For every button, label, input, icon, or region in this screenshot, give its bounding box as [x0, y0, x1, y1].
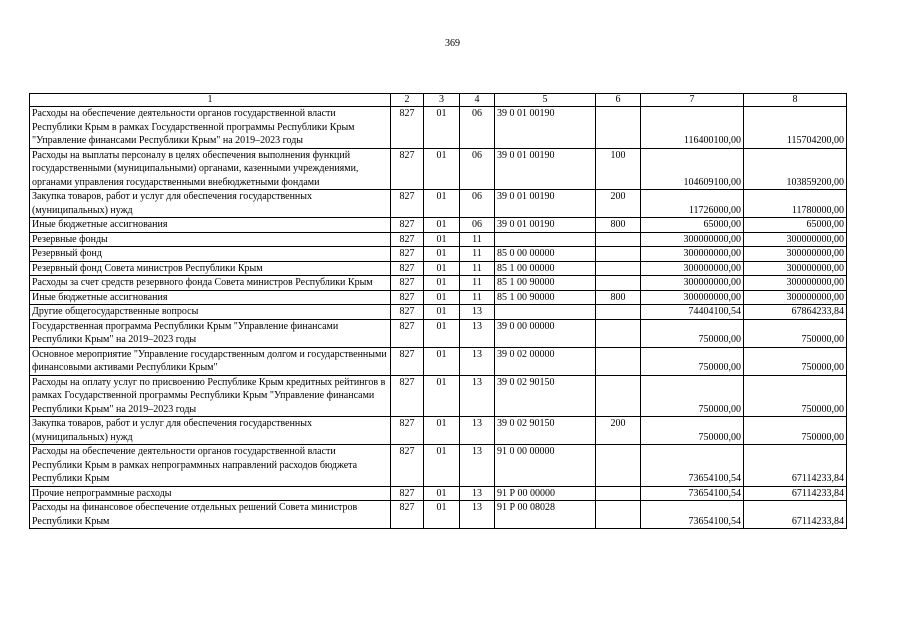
table-row — [30, 417, 847, 445]
target-article-cell: 39 0 01 00190 — [495, 107, 596, 149]
subsection-code-cell: 06 — [460, 190, 495, 218]
expense-type-cell — [596, 247, 641, 262]
ministry-code-cell: 827 — [391, 347, 424, 375]
expense-type-cell — [596, 445, 641, 487]
ministry-code-cell: 827 — [391, 305, 424, 320]
section-code-cell: 01 — [424, 290, 460, 305]
ministry-code-cell: 827 — [391, 276, 424, 291]
section-code-cell: 01 — [424, 247, 460, 262]
amount-col7-cell: 750000,00 — [641, 347, 744, 375]
target-article-cell: 39 0 02 90150 — [495, 375, 596, 417]
table-row — [30, 247, 847, 262]
row-name-cell: Расходы на оплату услуг по присвоению Республике Крым кредитных рейтингов в рамках Государственной программы Республики Крым "Управление финансами Республики Крым" на 2019–2023 годы — [30, 375, 391, 417]
target-article-cell: 85 1 00 90000 — [495, 290, 596, 305]
row-name-cell: Основное мероприятие "Управление государственным долгом и государственными финансовыми активами Республики Крым" — [30, 347, 391, 375]
header-cell: 2 — [391, 94, 424, 107]
row-name-cell: Резервные фонды — [30, 232, 391, 247]
target-article-cell: 39 0 00 00000 — [495, 319, 596, 347]
subsection-code-cell: 13 — [460, 445, 495, 487]
amount-col7-cell: 300000000,00 — [641, 232, 744, 247]
row-name-cell: Расходы за счет средств резервного фонда Совета министров Республики Крым — [30, 276, 391, 291]
header-cell: 6 — [596, 94, 641, 107]
section-code-cell: 01 — [424, 417, 460, 445]
amount-col8-cell: 67114233,84 — [744, 445, 847, 487]
ministry-code-cell: 827 — [391, 290, 424, 305]
amount-col7-cell: 750000,00 — [641, 375, 744, 417]
target-article-cell: 91 0 00 00000 — [495, 445, 596, 487]
budget-table — [29, 93, 847, 529]
table-row — [30, 501, 847, 529]
table-body — [30, 107, 847, 529]
table-row — [30, 445, 847, 487]
table-row — [30, 148, 847, 190]
header-cell: 1 — [30, 94, 391, 107]
expense-type-cell — [596, 319, 641, 347]
subsection-code-cell: 06 — [460, 107, 495, 149]
table-row — [30, 486, 847, 501]
table-row — [30, 305, 847, 320]
table-row — [30, 232, 847, 247]
amount-col8-cell: 65000,00 — [744, 218, 847, 233]
target-article-cell: 39 0 02 00000 — [495, 347, 596, 375]
ministry-code-cell: 827 — [391, 375, 424, 417]
subsection-code-cell: 06 — [460, 218, 495, 233]
table-row — [30, 375, 847, 417]
table-row — [30, 261, 847, 276]
row-name-cell: Государственная программа Республики Крым "Управление финансами Республики Крым" на 2019–2023 годы — [30, 319, 391, 347]
row-name-cell: Другие общегосударственные вопросы — [30, 305, 391, 320]
row-name-cell: Иные бюджетные ассигнования — [30, 218, 391, 233]
expense-type-cell — [596, 305, 641, 320]
subsection-code-cell: 11 — [460, 232, 495, 247]
table-row — [30, 276, 847, 291]
expense-type-cell: 100 — [596, 148, 641, 190]
expense-type-cell — [596, 261, 641, 276]
section-code-cell: 01 — [424, 190, 460, 218]
row-name-cell: Закупка товаров, работ и услуг для обеспечения государственных (муниципальных) нужд — [30, 417, 391, 445]
amount-col8-cell: 67114233,84 — [744, 486, 847, 501]
amount-col7-cell: 74404100,54 — [641, 305, 744, 320]
expense-type-cell — [596, 276, 641, 291]
subsection-code-cell: 13 — [460, 501, 495, 529]
subsection-code-cell: 11 — [460, 290, 495, 305]
amount-col7-cell: 300000000,00 — [641, 261, 744, 276]
amount-col7-cell: 750000,00 — [641, 417, 744, 445]
expense-type-cell: 200 — [596, 190, 641, 218]
section-code-cell: 01 — [424, 319, 460, 347]
expense-type-cell — [596, 486, 641, 501]
expense-type-cell — [596, 347, 641, 375]
amount-col8-cell: 67114233,84 — [744, 501, 847, 529]
amount-col7-cell: 104609100,00 — [641, 148, 744, 190]
amount-col7-cell: 73654100,54 — [641, 486, 744, 501]
ministry-code-cell: 827 — [391, 247, 424, 262]
header-cell: 5 — [495, 94, 596, 107]
amount-col8-cell: 300000000,00 — [744, 232, 847, 247]
ministry-code-cell: 827 — [391, 319, 424, 347]
section-code-cell: 01 — [424, 107, 460, 149]
amount-col7-cell: 73654100,54 — [641, 445, 744, 487]
section-code-cell: 01 — [424, 148, 460, 190]
subsection-code-cell: 13 — [460, 486, 495, 501]
amount-col8-cell: 300000000,00 — [744, 261, 847, 276]
amount-col7-cell: 11726000,00 — [641, 190, 744, 218]
ministry-code-cell: 827 — [391, 261, 424, 276]
table-row — [30, 107, 847, 149]
ministry-code-cell: 827 — [391, 445, 424, 487]
expense-type-cell — [596, 375, 641, 417]
subsection-code-cell: 13 — [460, 305, 495, 320]
table-row — [30, 290, 847, 305]
subsection-code-cell: 11 — [460, 261, 495, 276]
amount-col8-cell: 300000000,00 — [744, 276, 847, 291]
subsection-code-cell: 11 — [460, 247, 495, 262]
row-name-cell: Закупка товаров, работ и услуг для обеспечения государственных (муниципальных) нужд — [30, 190, 391, 218]
amount-col8-cell: 300000000,00 — [744, 290, 847, 305]
target-article-cell — [495, 305, 596, 320]
row-name-cell: Резервный фонд — [30, 247, 391, 262]
expense-type-cell — [596, 501, 641, 529]
section-code-cell: 01 — [424, 347, 460, 375]
header-cell: 8 — [744, 94, 847, 107]
section-code-cell: 01 — [424, 501, 460, 529]
target-article-cell — [495, 232, 596, 247]
target-article-cell: 85 0 00 00000 — [495, 247, 596, 262]
amount-col7-cell: 300000000,00 — [641, 290, 744, 305]
expense-type-cell — [596, 232, 641, 247]
subsection-code-cell: 13 — [460, 375, 495, 417]
amount-col8-cell: 750000,00 — [744, 375, 847, 417]
row-name-cell: Расходы на финансовое обеспечение отдельных решений Совета министров Республики Крым — [30, 501, 391, 529]
expense-type-cell — [596, 107, 641, 149]
subsection-code-cell: 06 — [460, 148, 495, 190]
expense-type-cell: 800 — [596, 290, 641, 305]
amount-col7-cell: 750000,00 — [641, 319, 744, 347]
target-article-cell: 39 0 01 00190 — [495, 148, 596, 190]
amount-col7-cell: 300000000,00 — [641, 276, 744, 291]
amount-col8-cell: 750000,00 — [744, 417, 847, 445]
target-article-cell: 91 Р 00 08028 — [495, 501, 596, 529]
expense-type-cell: 800 — [596, 218, 641, 233]
section-code-cell: 01 — [424, 276, 460, 291]
amount-col8-cell: 103859200,00 — [744, 148, 847, 190]
section-code-cell: 01 — [424, 375, 460, 417]
ministry-code-cell: 827 — [391, 486, 424, 501]
section-code-cell: 01 — [424, 305, 460, 320]
table-row — [30, 347, 847, 375]
ministry-code-cell: 827 — [391, 148, 424, 190]
amount-col8-cell: 750000,00 — [744, 347, 847, 375]
section-code-cell: 01 — [424, 445, 460, 487]
subsection-code-cell: 13 — [460, 417, 495, 445]
section-code-cell: 01 — [424, 486, 460, 501]
ministry-code-cell: 827 — [391, 232, 424, 247]
header-cell: 4 — [460, 94, 495, 107]
target-article-cell: 91 Р 00 00000 — [495, 486, 596, 501]
target-article-cell: 39 0 01 00190 — [495, 218, 596, 233]
target-article-cell: 39 0 01 00190 — [495, 190, 596, 218]
row-name-cell: Иные бюджетные ассигнования — [30, 290, 391, 305]
amount-col7-cell: 65000,00 — [641, 218, 744, 233]
amount-col8-cell: 750000,00 — [744, 319, 847, 347]
subsection-code-cell: 13 — [460, 347, 495, 375]
target-article-cell: 85 1 00 00000 — [495, 261, 596, 276]
ministry-code-cell: 827 — [391, 190, 424, 218]
table-row — [30, 190, 847, 218]
ministry-code-cell: 827 — [391, 107, 424, 149]
amount-col8-cell: 11780000,00 — [744, 190, 847, 218]
row-name-cell: Резервный фонд Совета министров Республики Крым — [30, 261, 391, 276]
header-row — [30, 94, 847, 107]
amount-col8-cell: 67864233,84 — [744, 305, 847, 320]
ministry-code-cell: 827 — [391, 501, 424, 529]
header-cell: 3 — [424, 94, 460, 107]
target-article-cell: 85 1 00 90000 — [495, 276, 596, 291]
amount-col8-cell: 300000000,00 — [744, 247, 847, 262]
section-code-cell: 01 — [424, 218, 460, 233]
amount-col7-cell: 73654100,54 — [641, 501, 744, 529]
table-row — [30, 319, 847, 347]
ministry-code-cell: 827 — [391, 417, 424, 445]
expense-type-cell: 200 — [596, 417, 641, 445]
section-code-cell: 01 — [424, 232, 460, 247]
subsection-code-cell: 13 — [460, 319, 495, 347]
amount-col7-cell: 300000000,00 — [641, 247, 744, 262]
row-name-cell: Расходы на обеспечение деятельности органов государственной власти Республики Крым в рамках непрограммных направлений расходов бюджета Республики Крым — [30, 445, 391, 487]
subsection-code-cell: 11 — [460, 276, 495, 291]
row-name-cell: Прочие непрограммные расходы — [30, 486, 391, 501]
section-code-cell: 01 — [424, 261, 460, 276]
page-number: 369 — [445, 38, 460, 49]
amount-col8-cell: 115704200,00 — [744, 107, 847, 149]
row-name-cell: Расходы на обеспечение деятельности органов государственной власти Республики Крым в рамках Государственной программы Республики Крым "Управление финансами Республики Крым" на 2019–2023 годы — [30, 107, 391, 149]
amount-col7-cell: 116400100,00 — [641, 107, 744, 149]
header-cell: 7 — [641, 94, 744, 107]
row-name-cell: Расходы на выплаты персоналу в целях обеспечения выполнения функций государственными (муниципальными) органами, казенными учреждениями, органами управления государственными внебюджетными фондами — [30, 148, 391, 190]
table-row — [30, 218, 847, 233]
ministry-code-cell: 827 — [391, 218, 424, 233]
target-article-cell: 39 0 02 90150 — [495, 417, 596, 445]
